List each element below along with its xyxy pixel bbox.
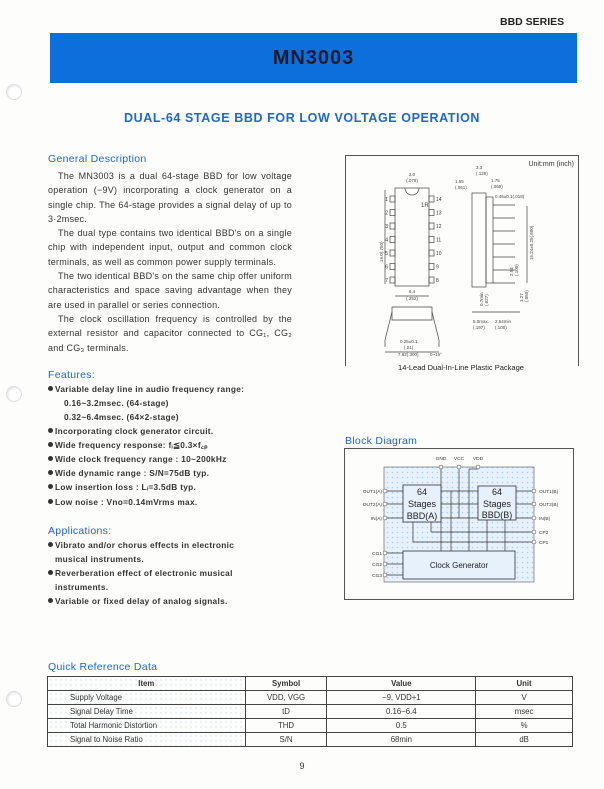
- page-number: 9: [299, 761, 305, 771]
- svg-text:(.069): (.069): [491, 184, 503, 189]
- svg-text:5.0max.: 5.0max.: [473, 319, 490, 324]
- svg-text:2.0: 2.0: [408, 172, 416, 177]
- application-item: Reverberation effect of electronic musical: [48, 568, 233, 578]
- svg-text:1R: 1R: [421, 203, 429, 209]
- pin-number: 5: [385, 251, 388, 257]
- svg-text:0.25±0.1: 0.25±0.1: [400, 339, 418, 344]
- svg-text:VDD: VDD: [472, 457, 484, 462]
- svg-text:CG1: CG1: [372, 552, 382, 557]
- svg-text:OUT1(B): OUT1(B): [539, 490, 559, 495]
- svg-text:2.54min: 2.54min: [495, 319, 512, 324]
- cell: %: [476, 719, 573, 733]
- cell: Supply Voltage: [48, 691, 246, 705]
- cell: msec: [476, 705, 573, 719]
- cell: VDD, VGG: [245, 691, 327, 705]
- svg-text:(.079): (.079): [406, 178, 418, 183]
- cell: 68min: [327, 733, 476, 747]
- svg-text:VCC: VCC: [453, 457, 465, 462]
- cell: tD: [245, 705, 327, 719]
- pin-number: 3: [385, 224, 388, 230]
- svg-text:OUT1(A): OUT1(A): [362, 490, 382, 495]
- svg-text:CP1: CP1: [539, 541, 549, 546]
- svg-text:(.061): (.061): [455, 185, 467, 190]
- package-caption: 14-Lead Dual-In-Line Plastic Package: [398, 363, 524, 372]
- quick-reference-heading: Quick Reference Data: [48, 661, 158, 673]
- pin-number: 6: [385, 264, 388, 271]
- series-label: BBD SERIES: [500, 16, 565, 28]
- column-header: Unit: [476, 677, 573, 691]
- svg-text:IN(B): IN(B): [539, 517, 551, 522]
- table-row: [48, 719, 573, 733]
- svg-text:2.54: 2.54: [509, 267, 514, 276]
- svg-text:(.027): (.027): [484, 294, 489, 306]
- applications-heading: Applications:: [48, 525, 112, 537]
- cell: S/N: [245, 733, 327, 747]
- svg-text:64: 64: [491, 487, 503, 497]
- svg-text:1.75: 1.75: [491, 178, 500, 183]
- pin-number: 4: [385, 237, 388, 244]
- feature-item: Wide frequency response: fᵢ≦0.3×f꜀ₚ: [48, 440, 208, 451]
- svg-text:1.27: 1.27: [519, 293, 524, 302]
- feature-item: Variable delay line in audio frequency range:: [48, 384, 244, 394]
- pin-number: 10: [436, 251, 442, 257]
- svg-text:0.7min: 0.7min: [479, 292, 484, 306]
- cell: V: [476, 691, 573, 705]
- pin-number: 9: [436, 264, 439, 271]
- svg-text:(.252): (.252): [406, 296, 418, 301]
- column-header: Value: [327, 677, 476, 691]
- application-item: musical instruments.: [55, 554, 144, 564]
- svg-text:(.197): (.197): [473, 325, 485, 330]
- cell: −9, VDD+1: [327, 691, 476, 705]
- svg-text:BBD(A): BBD(A): [406, 511, 438, 521]
- table-row: [48, 733, 573, 747]
- part-number: MN3003: [272, 46, 355, 69]
- cell: 0.16−6.4: [327, 705, 476, 719]
- cell: Signal to Noise Ratio: [48, 733, 246, 747]
- svg-text:CP2: CP2: [539, 531, 549, 536]
- feature-item: 0.16~3.2msec. (64-stage): [64, 398, 169, 408]
- block-diagram-heading: Block Diagram: [345, 435, 418, 447]
- pin-number: 12: [436, 224, 442, 230]
- pin-number: 14: [436, 197, 442, 203]
- svg-text:3.3: 3.3: [476, 165, 483, 170]
- table-row: [48, 705, 573, 719]
- svg-text:15.24±0.25(.600): 15.24±0.25(.600): [529, 225, 534, 260]
- paragraph: The MN3003 is a dual 64-stage BBD for low voltage operation (−9V) incorporating a clock generator on a single chip. The 64-stage provides a signal delay of up to 3·2msec.: [48, 171, 292, 224]
- svg-text:IN(A): IN(A): [370, 517, 382, 522]
- cell: THD: [245, 719, 327, 733]
- paragraph: The clock oscillation frequency is controlled by the external resistor and capacitor connected to CG₁, CG₂ and CG₃ terminals.: [48, 313, 292, 353]
- cell: 0.5: [327, 719, 476, 733]
- svg-text:0~15°: 0~15°: [430, 352, 442, 357]
- svg-text:(.129): (.129): [476, 171, 488, 176]
- pin-number: 1: [385, 197, 388, 203]
- svg-text:Stages: Stages: [482, 499, 512, 509]
- table-header-row: [48, 677, 573, 691]
- svg-text:1.55: 1.55: [455, 179, 464, 184]
- pin-number: 2: [385, 210, 388, 217]
- svg-text:19.0(.750): 19.0(.750): [379, 241, 384, 262]
- svg-text:(.050): (.050): [524, 290, 529, 302]
- unit-label: Unit:mm (inch): [528, 161, 574, 168]
- table-row: [48, 691, 573, 705]
- pin-number: 8: [436, 278, 439, 284]
- cell: Total Harmonic Distortion: [48, 719, 246, 733]
- application-item: Vibrato and/or chorus effects in electronic: [48, 540, 234, 550]
- feature-item: Incorporating clock generator circuit.: [48, 426, 213, 436]
- cell: Signal Delay Time: [48, 705, 246, 719]
- svg-text:CG3: CG3: [372, 574, 382, 579]
- application-item: instruments.: [55, 582, 109, 592]
- feature-item: Low noise : Vno=0.14mVrms max.: [48, 497, 198, 507]
- svg-text:Clock Generator: Clock Generator: [429, 561, 489, 570]
- svg-text:Stages: Stages: [407, 499, 437, 509]
- pin-number: 13: [436, 210, 442, 217]
- subtitle: DUAL-64 STAGE BBD FOR LOW VOLTAGE OPERATION: [123, 111, 481, 125]
- feature-item: Wide clock frequency range : 10~200kHz: [48, 454, 227, 464]
- svg-text:0.45±0.1(.018): 0.45±0.1(.018): [495, 194, 525, 199]
- feature-item: Wide dynamic range : S/N=75dB typ.: [48, 468, 209, 478]
- paragraph: The two identical BBD's on the same chip offer uniform characteristics and space saving advantage when they are used in parallel or series connection.: [48, 271, 292, 310]
- pin-number: 11: [436, 237, 442, 244]
- features-heading: Features:: [48, 369, 96, 381]
- column-header: Item: [48, 677, 246, 691]
- svg-text:(.100): (.100): [495, 325, 507, 330]
- paragraph: The dual type contains two identical BBD's on a single chip with independent input, output and common clock terminals, as well as common power supply terminals.: [48, 228, 292, 267]
- svg-text:OUT2(A): OUT2(A): [362, 503, 382, 508]
- column-header: Symbol: [245, 677, 327, 691]
- svg-text:GND: GND: [435, 457, 447, 462]
- svg-text:(.01): (.01): [404, 345, 414, 350]
- svg-text:BBD(B): BBD(B): [481, 510, 513, 520]
- svg-text:(.100): (.100): [514, 264, 519, 276]
- feature-item: 0.32~6.4msec. (64×2-stage): [64, 412, 179, 422]
- svg-text:64: 64: [416, 487, 428, 497]
- cell: dB: [476, 733, 573, 747]
- pin-number: 7: [385, 278, 388, 284]
- feature-item: Low insertion loss : Lᵢ=3.5dB typ.: [48, 482, 196, 492]
- svg-text:OUT2(B): OUT2(B): [539, 503, 559, 508]
- svg-text:6.4: 6.4: [408, 289, 416, 294]
- general-description-heading: General Description: [48, 153, 147, 165]
- quick-reference-table: [47, 676, 573, 747]
- application-item: Variable or fixed delay of analog signals.: [48, 596, 228, 606]
- svg-text:CG2: CG2: [372, 563, 382, 568]
- svg-text:7.62(.300): 7.62(.300): [398, 352, 419, 357]
